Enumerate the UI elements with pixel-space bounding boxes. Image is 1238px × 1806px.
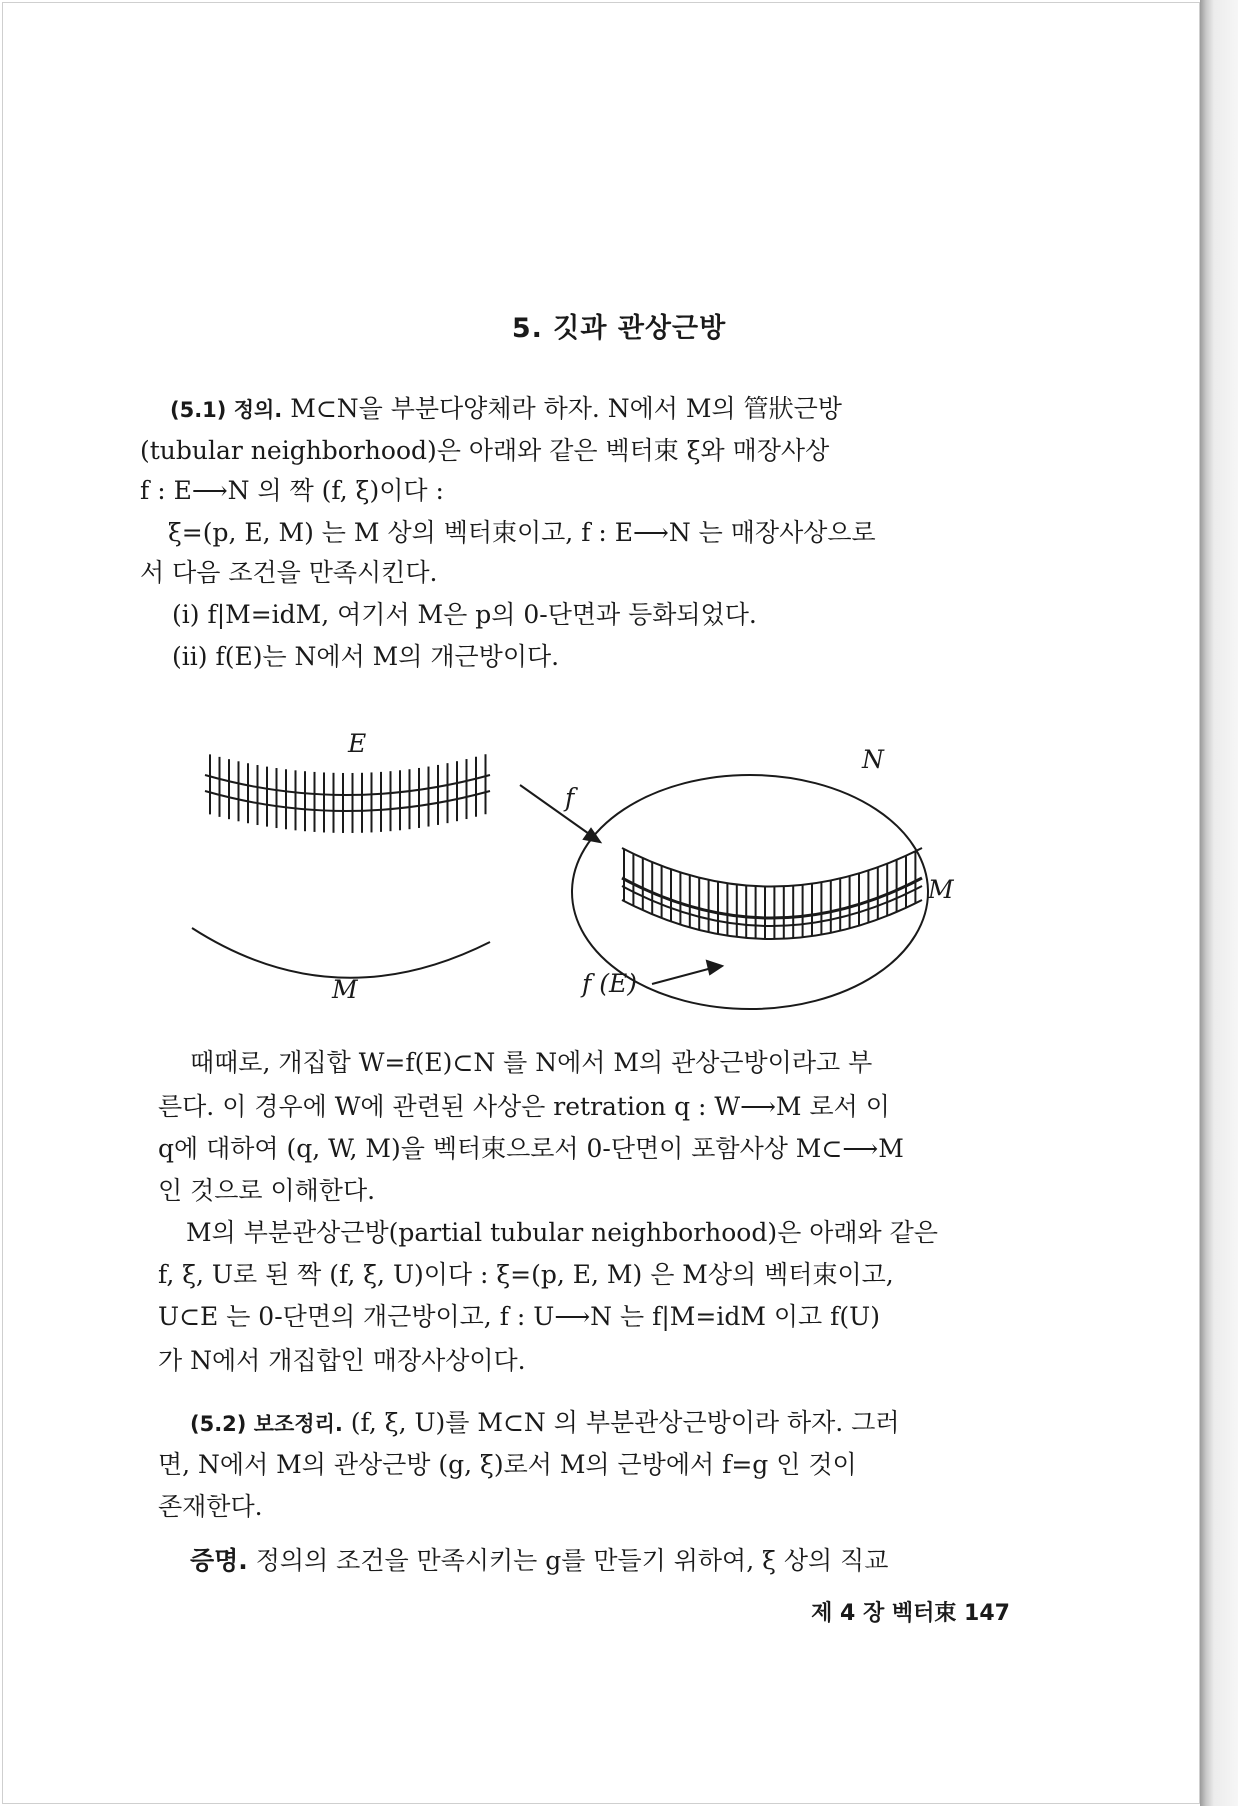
proof-label: 증명. bbox=[190, 1546, 248, 1575]
image-fE-band bbox=[622, 848, 922, 939]
fE-pointer-arrow bbox=[652, 961, 722, 984]
paragraph-2-line: 가 N에서 개집합인 매장사상이다. bbox=[158, 1346, 526, 1375]
definition-line: 서 다음 조건을 만족시킨다. bbox=[140, 558, 438, 587]
section-title: 5. 깃과 관상근방 bbox=[511, 313, 727, 344]
label-fE: f (E) bbox=[582, 969, 637, 998]
proof-text: 정의의 조건을 만족시키는 g를 만들기 위하여, ξ 상의 직교 bbox=[255, 1546, 889, 1575]
paragraph-1-line: 때때로, 개집합 W=f(E)⊂N 를 N에서 M의 관상근방이라고 부 bbox=[190, 1048, 873, 1077]
paragraph-1-line: q에 대하여 (q, W, M)을 벡터束으로서 0-단면이 포함사상 M⊂⟶M bbox=[158, 1134, 904, 1163]
page-footer: 제 4 장 벡터束 147 bbox=[811, 1601, 1010, 1626]
definition-line: ξ=(p, E, M) 는 M 상의 벡터束이고, f : E⟶N 는 매장사상으로 bbox=[168, 518, 876, 547]
lemma-first-line bbox=[190, 1408, 1020, 1439]
proof-line bbox=[190, 1546, 1030, 1576]
paragraph-2-line: M의 부분관상근방(partial tubular neighborhood)은 아래와 같은 bbox=[186, 1218, 938, 1247]
label-f: f bbox=[565, 783, 575, 812]
lemma-line: (f, ξ, U)를 M⊂N 의 부분관상근방이라 하자. 그러 bbox=[350, 1408, 900, 1437]
paragraph-1-line: 인 것으로 이해한다. bbox=[158, 1176, 376, 1205]
definition-condition-i: (i) f|M=idM, 여기서 M은 p의 0-단면과 등화되었다. bbox=[172, 600, 757, 629]
paragraph-2-line: f, ξ, U로 된 짝 (f, ξ, U)이다 : ξ=(p, E, M) 은 M상의 벡터束이고, bbox=[158, 1260, 894, 1289]
definition-label: (5.1) 정의. bbox=[170, 398, 283, 422]
submanifold-M-curve bbox=[192, 928, 490, 978]
label-M-bottom: M bbox=[332, 975, 358, 1004]
bundle-E-drawing bbox=[205, 754, 490, 833]
paragraph-1-line: 른다. 이 경우에 W에 관련된 사상은 retration q : W⟶M 로서 이 bbox=[158, 1092, 890, 1121]
paragraph-2-line: U⊂E 는 0-단면의 개근방이고, f : U⟶N 는 f|M=idM 이고 f(U) bbox=[158, 1302, 880, 1331]
definition-line: (tubular neighborhood)은 아래와 같은 벡터束 ξ와 매장사상 bbox=[140, 436, 830, 465]
definition-line: f : E⟶N 의 짝 (f, ξ)이다 : bbox=[140, 476, 444, 505]
definition-condition-ii: (ii) f(E)는 N에서 M의 개근방이다. bbox=[172, 642, 560, 671]
lemma-line: 존재한다. bbox=[158, 1492, 263, 1521]
lemma-label: (5.2) 보조정리. bbox=[190, 1412, 343, 1436]
label-M-right: M bbox=[928, 875, 954, 904]
label-N: N bbox=[862, 745, 884, 774]
lemma-line: 면, N에서 M의 관상근방 (g, ξ)로서 M의 근방에서 f=g 인 것이 bbox=[158, 1450, 857, 1479]
definition-line: M⊂N을 부분다양체라 하자. N에서 M의 管狀근방 bbox=[290, 394, 842, 423]
label-E: E bbox=[348, 729, 367, 758]
map-f-arrow bbox=[520, 785, 600, 842]
